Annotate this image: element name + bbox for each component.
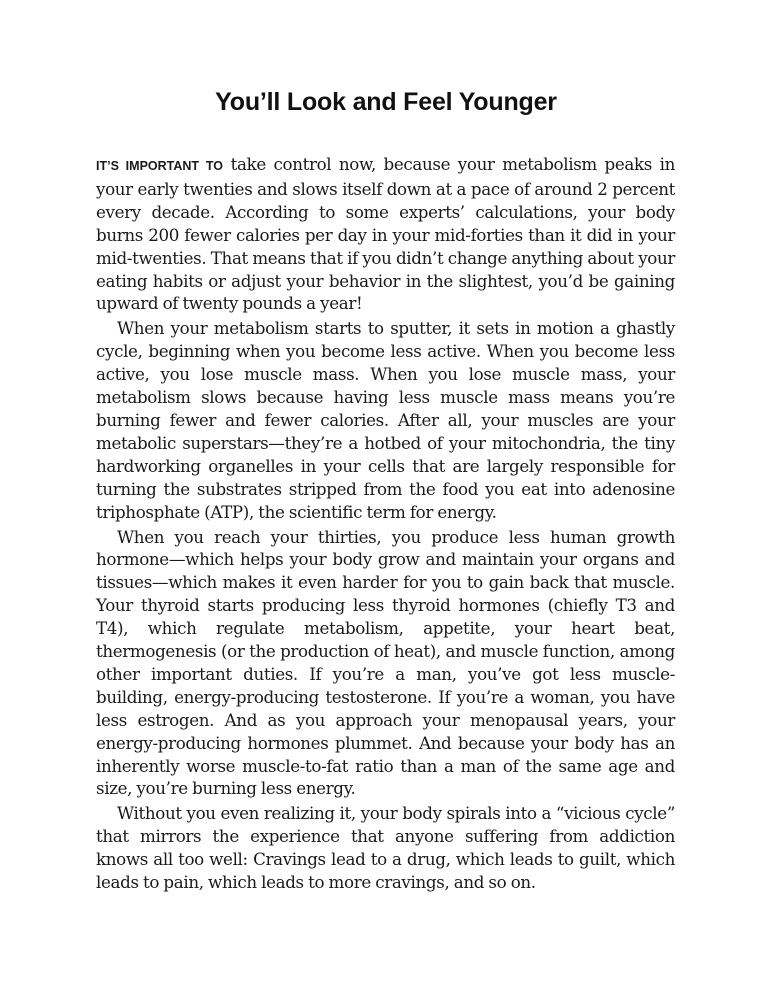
paragraph-2: When your metabolism starts to sputter, it sets in motion a ghastly cycle, beginning when you become less active. When you become less active, you lose muscle mass. When you lose muscle mass, your metabolism slows because having less muscle mass means you’re burning fewer and fewer calories. After all, your muscles are your metabolic superstars—they’re a hotbed of your mitochondria, the tiny hardworking organelles in your cells that are largely responsible for turning the substrates stripped from the food you eat into adenosine triphosphate (ATP), the scientific term for energy. (96, 318, 675, 522)
lead-in-text: IT’S IMPORTANT TO (96, 159, 223, 173)
paragraph-1 (96, 153, 675, 315)
body-text (96, 153, 675, 894)
page-title: You’ll Look and Feel Younger (215, 88, 557, 116)
paragraph-3: When you reach your thirties, you produce less human growth hormone—which helps your body grow and maintain your organs and tissues—which makes it even harder for you to gain back that muscle. Your thyroid starts producing less thyroid hormones (chiefly T3 and T4), which regulate metabolism, appetite, your heart beat, thermogenesis (or the production of heat), and muscle function, among other important duties. If you’re a man, you’ve got less muscle-building, energy-producing testosterone. If you’re a woman, you have less estrogen. And as you approach your menopausal years, your energy-producing hormones plummet. And because your body has an inherently worse muscle-to-fat ratio than a man of the same age and size, you’re burning less energy. (96, 526, 675, 799)
paragraph-1-text: take control now, because your metabolism peaks in your early twenties and slows itself down at a pace of around 2 percent every decade. According to some experts’ calculations, your body burns 200 fewer calories per day in your mid-forties than it did in your mid-twenties. That means that if you didn’t change anything about your eating habits or adjust your behavior in the slightest, you’d be gaining upward of twenty pounds a year! (96, 154, 676, 314)
paragraph-4: Without you even realizing it, your body spirals into a “vicious cycle” that mirrors the experience that anyone suffering from addiction knows all too well: Cravings lead to a drug, which leads to guilt, which leads to pain, which leads to more cravings, and so on. (96, 803, 675, 893)
